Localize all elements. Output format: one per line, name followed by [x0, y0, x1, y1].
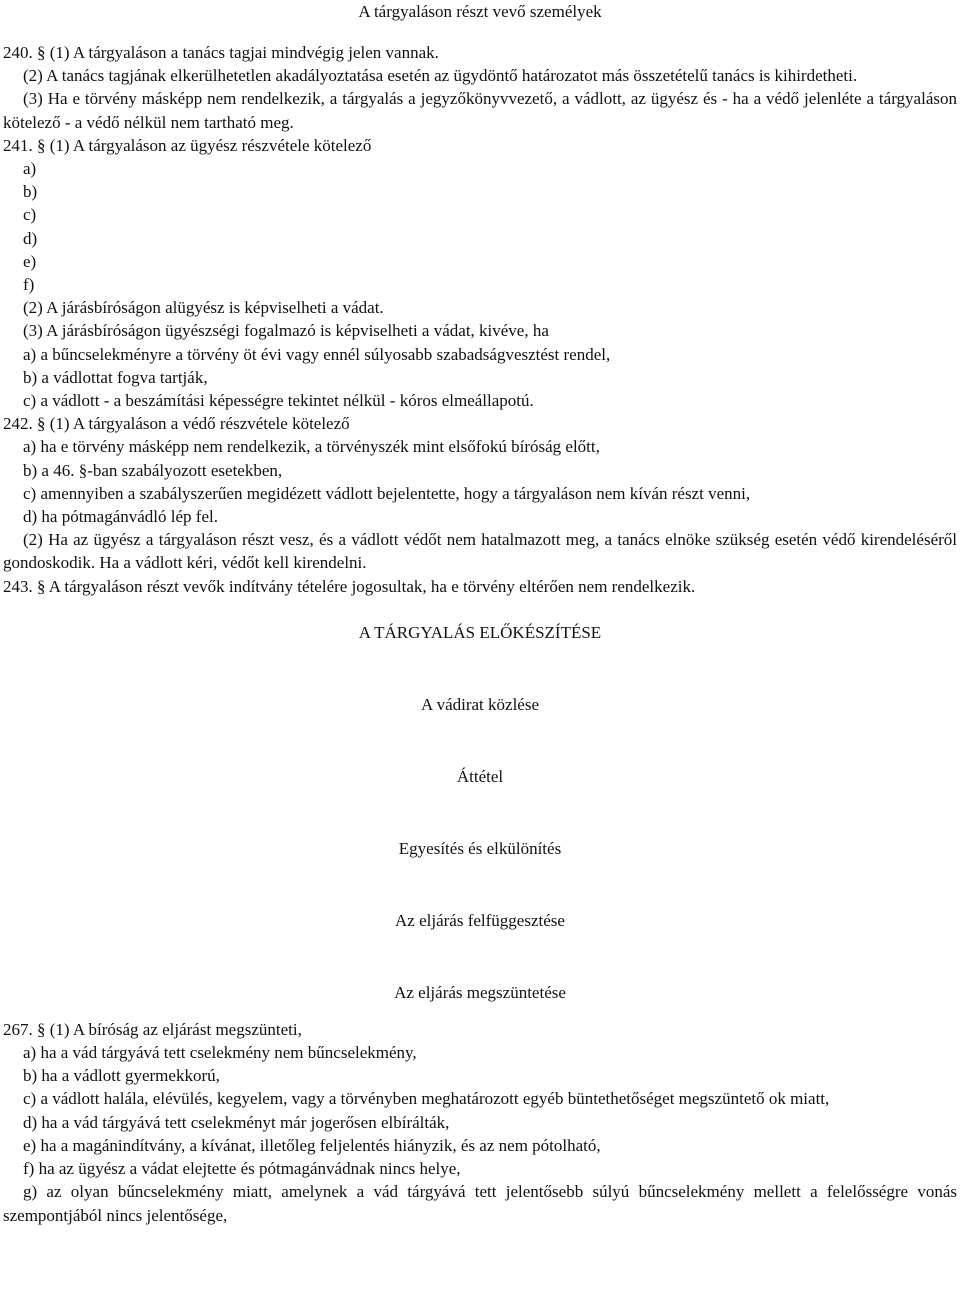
list-item-241-d: d) — [23, 228, 38, 248]
list-item-241-3-b: b) a vádlottat fogva tartják, — [23, 367, 208, 387]
list-item-241-3-a: a) a bűncselekményre a törvény öt évi vagy ennél súlyosabb szabadságvesztést rendel, — [23, 344, 611, 364]
list-item-241-b: b) — [23, 182, 38, 202]
list-item-267-a: a) ha a vád tárgyává tett cselekmény nem bűncselekmény, — [23, 1043, 417, 1063]
list-item-241-f: f) — [23, 275, 35, 295]
paragraph-241-2: (2) A járásbíróságon alügyész is képviselheti a vádat. — [23, 298, 384, 318]
subheading-suspension: Az eljárás felfüggesztése — [395, 910, 565, 930]
subheading-joinder-severance: Egyesítés és elkülönítés — [398, 838, 562, 858]
paragraph-242-1: 242. § (1) A tárgyaláson a védő részvétele kötelező — [3, 414, 350, 434]
list-item-241-c: c) — [23, 205, 37, 225]
list-item-241-3-c: c) a vádlott - a beszámítási képességre tekintet nélkül - kóros elmeállapotú. — [23, 391, 534, 411]
paragraph-240-2: (2) A tanács tagjának elkerülhetetlen akadályoztatása esetén az ügydöntő határozatot más összetételű tanács is kihirdetheti. — [23, 66, 858, 86]
list-item-267-f: f) ha az ügyész a vádat elejtette és pótmagánvádnak nincs helye, — [23, 1159, 461, 1179]
paragraph-267-1: 267. § (1) A bíróság az eljárást megszünteti, — [3, 1019, 302, 1039]
paragraph-242-2: (2) Ha az ügyész a tárgyaláson részt vesz, és a vádlott védőt nem hatalmazott meg, a tanács elnöke szükség esetén védő kirendeléséről gondoskodik. Ha a vádlott kéri, védőt kell kirendelni. — [3, 530, 957, 573]
list-item-242-a: a) ha e törvény másképp nem rendelkezik, a törvényszék mint elsőfokú bíróság előtt, — [23, 437, 600, 457]
paragraph-241-3: (3) A járásbíróságon ügyészségi fogalmazó is képviselheti a vádat, kivéve, ha — [23, 321, 549, 341]
paragraph-243: 243. § A tárgyaláson részt vevők indítvány tételére jogosultak, ha e törvény eltérően nem rendelkezik. — [3, 576, 696, 596]
subheading-termination: Az eljárás megszüntetése — [394, 982, 566, 1002]
list-item-267-d: d) ha a vád tárgyává tett cselekményt már jogerősen elbírálták, — [23, 1112, 450, 1132]
list-item-242-c: c) amennyiben a szabályszerűen megidézett vádlott bejelentette, hogy a tárgyaláson nem kíván részt venni, — [23, 483, 751, 503]
list-item-241-a: a) — [23, 159, 37, 179]
section-heading-participants: A tárgyaláson részt vevő személyek — [358, 2, 602, 21]
list-item-267-c: c) a vádlott halála, elévülés, kegyelem, vagy a törvényben meghatározott egyéb büntethetőséget megszüntető ok miatt, — [23, 1089, 830, 1109]
subheading-transfer: Áttétel — [456, 766, 504, 786]
paragraph-240-3: (3) Ha e törvény másképp nem rendelkezik, a tárgyalás a jegyzőkönyvvezető, a vádlott, az ügyész és - ha a védő jelenléte a tárgyaláson kötelező - a védő nélkül nem tartható meg. — [3, 89, 957, 132]
paragraph-240-1: 240. § (1) A tárgyaláson a tanács tagjai mindvégig jelen vannak. — [3, 43, 439, 62]
list-item-267-b: b) ha a vádlott gyermekkorú, — [23, 1066, 220, 1086]
paragraph-241-1: 241. § (1) A tárgyaláson az ügyész részvétele kötelező — [3, 135, 372, 155]
subheading-indictment-delivery: A vádirat közlése — [420, 694, 539, 714]
list-item-241-e: e) — [23, 251, 37, 271]
list-item-267-g: g) az olyan bűncselekmény miatt, amelynek a vád tárgyává tett jelentősebb súlyú bűncselekmény mellett a felelősségre vonás szempontjából nincs jelentősége, — [3, 1182, 957, 1225]
list-item-242-b: b) a 46. §-ban szabályozott esetekben, — [23, 460, 283, 480]
list-item-267-e: e) ha a magánindítvány, a kívánat, illetőleg feljelentés hiányzik, és az nem pótolható, — [23, 1135, 601, 1155]
list-item-242-d: d) ha pótmagánvádló lép fel. — [23, 507, 218, 527]
chapter-heading-preparation: A TÁRGYALÁS ELŐKÉSZÍTÉSE — [358, 622, 602, 642]
